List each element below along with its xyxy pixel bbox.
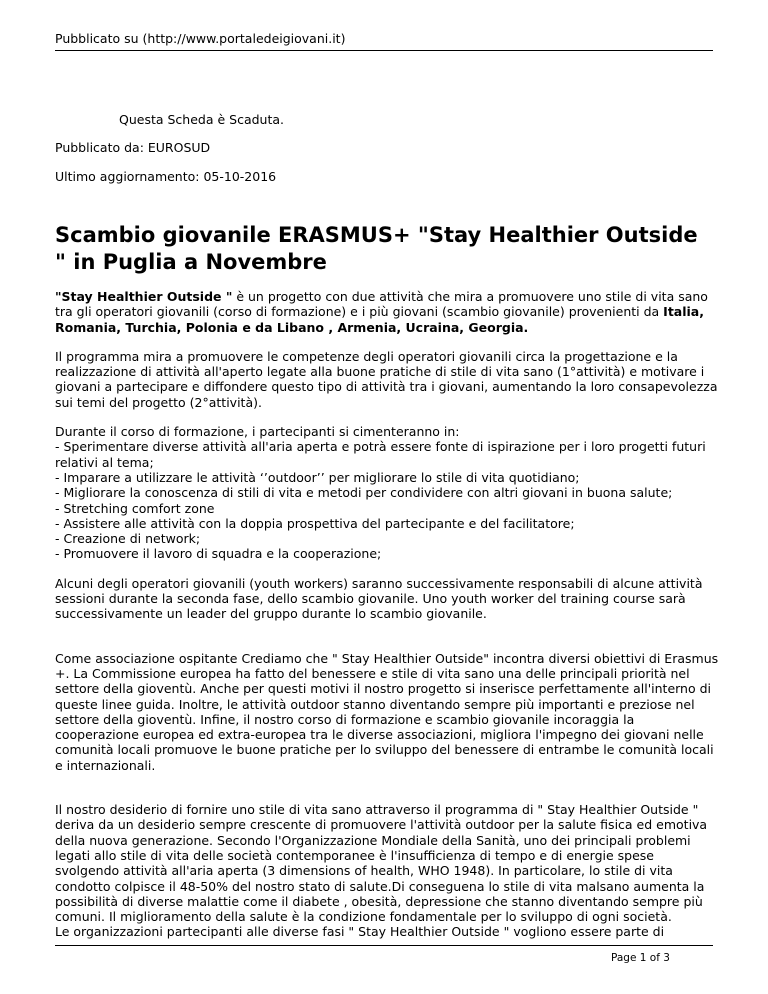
page-title: Scambio giovanile ERASMUS+ "Stay Healthier Outside " in Puglia a Novembre <box>55 223 698 274</box>
program-paragraph: Il programma mira a promuovere le competenze degli operatori giovanili circa la progettazione e la realizzazione di attività all'aperto legate alla buone pratiche di stile di vita sano (1°attività) e motivare i giovani a partecipare e diffondere questo tipo di attività tra i giovani, aumentando la loro consapevolezza sui temi del progetto (2°attività). <box>55 348 718 410</box>
footer-divider <box>55 945 713 946</box>
project-name: "Stay Healthier Outside " <box>55 289 233 304</box>
organizations-paragraph: Le organizzazioni partecipanti alle diverse fasi " Stay Healthier Outside " vogliono essere parte di <box>55 924 665 940</box>
list-item: - Promuovere il lavoro di squadra e la cooperazione; <box>55 546 382 562</box>
list-item: - Imparare a utilizzare le attività ‘’outdoor’’ per migliorare lo stile di vita quotidiano; <box>55 469 580 485</box>
source-header: Pubblicato su (http://www.portaledeigiovani.it) <box>55 31 346 46</box>
host-association-paragraph: Come associazione ospitante Crediamo che " Stay Healthier Outside" incontra diversi obiettivi di Erasmus +. La Commissione europea ha fatto del benessere e stile di vita sano una delle principali priorità nel settore della gioventù. Anche per questi motivi il nostro progetto si inserisce perfettamente all'interno di queste linee guida. Inoltre, le attività outdoor stanno diventando sempre più importanti e preziose nel settore della gioventù. Infine, il nostro corso di formazione e scambio giovanile incoraggia la cooperazione europea ed extra-europea tra le diverse associazioni, migliora l'impegno dei giovani nelle comunità locali promuove le buone pratiche per lo sviluppo del benessere di entrambe le comunità locali e internazionali. <box>55 650 719 773</box>
healthy-lifestyle-paragraph: Il nostro desiderio di fornire uno stile di vita sano attraverso il programma di " Stay Healthier Outside " deriva da un desiderio sempre crescente di promuovere l'attività outdoor per la salute fisica ed emotiva della nuova generazione. Secondo l'Organizzazione Mondiale della Sanità, uno dei principali problemi legati allo stile di vita delle società contemporanee è l'insufficienza di tempo e di energie spese svolgendo attività all'aria aperta (3 dimensions of health, WHO 1948). In particolare, lo stile di vita condotto colpisce il 48-50% del nostro stato di salute.Di conseguena lo stile di vita malsano aumenta la possibilità di diverse malattie come il diabete , obesità, depressione che stanno diventando sempre più comuni. Il miglioramento della salute è la condizione fondamentale per lo sviluppo di ogni società. <box>55 802 708 925</box>
header-divider <box>55 50 713 51</box>
intro-paragraph <box>55 289 719 335</box>
last-update: Ultimo aggiornamento: 05-10-2016 <box>55 169 277 184</box>
list-item: - Assistere alle attività con la doppia prospettiva del partecipante e del facilitatore; <box>55 515 575 531</box>
list-item: - Creazione di network; <box>55 531 201 547</box>
list-item: - Migliorare la conoscenza di stili di vita e metodi per condividere con altri giovani in buona salute; <box>55 485 673 501</box>
training-lead: Durante il corso di formazione, i partecipanti si cimenteranno in: <box>55 424 460 440</box>
countries-list: Italia, Romania, Turchia, Polonia e da Libano , Armenia, Ucraina, Georgia. <box>55 304 704 335</box>
list-item: - Stretching comfort zone <box>55 500 215 516</box>
training-activities <box>55 424 719 562</box>
intro-text: è un progetto con due attività che mira a promuovere uno stile di vita sano tra gli operatori giovanili (corso di formazione) e i più giovani (scambio giovanile) provenienti da <box>55 289 708 320</box>
publisher: Pubblicato da: EUROSUD <box>55 140 211 155</box>
expired-notice: Questa Scheda è Scaduta. <box>119 112 285 127</box>
youth-workers-paragraph: Alcuni degli operatori giovanili (youth workers) saranno successivamente responsabili di alcune attività sessioni durante la seconda fase, dello scambio giovanile. Uno youth worker del training course sarà successivamente un leader del gruppo durante lo scambio giovanile. <box>55 575 703 622</box>
article-body <box>55 289 719 940</box>
list-item: - Sperimentare diverse attività all'aria aperta e potrà essere fonte di ispirazione per i loro progetti futuri relativi al tema; <box>55 439 706 470</box>
page-number: Page 1 of 3 <box>611 952 670 964</box>
